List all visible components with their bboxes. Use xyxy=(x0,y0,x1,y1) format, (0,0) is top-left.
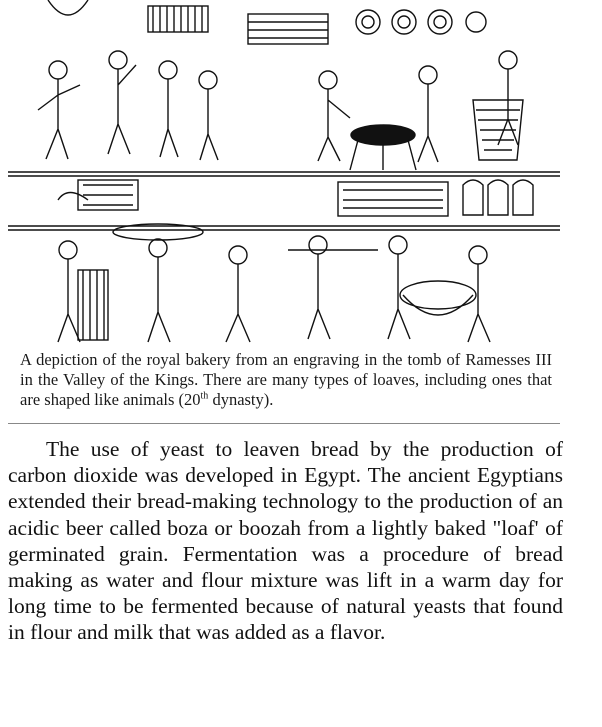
figure-caption xyxy=(8,346,560,424)
caption-superscript: th xyxy=(200,390,209,402)
bakery-engraving-figure xyxy=(8,0,560,346)
egyptian-bakery-engraving-icon xyxy=(8,0,560,346)
caption-text: A depiction of the royal bakery from an engraving in the tomb of Ramesses III in the Valley of the Kings. There are many types of loaves, including ones that are shaped like animals (20 xyxy=(20,350,552,409)
body-paragraph: The use of yeast to leaven bread by the production of carbon dioxide was developed in Egypt. The ancient Egyptians extended their bread-making technology to the production of an acidic beer called boza or boozah from a lightly baked "loaf' of germinated grain. Fermentation was a procedure of bread making as water and flour mixture was lift in a warm day for long time to be fermented because of natural yeasts that found in flour and milk that was added as a flavor. xyxy=(8,437,563,645)
caption-text-end: dynasty). xyxy=(208,390,274,409)
body-text xyxy=(8,436,563,646)
